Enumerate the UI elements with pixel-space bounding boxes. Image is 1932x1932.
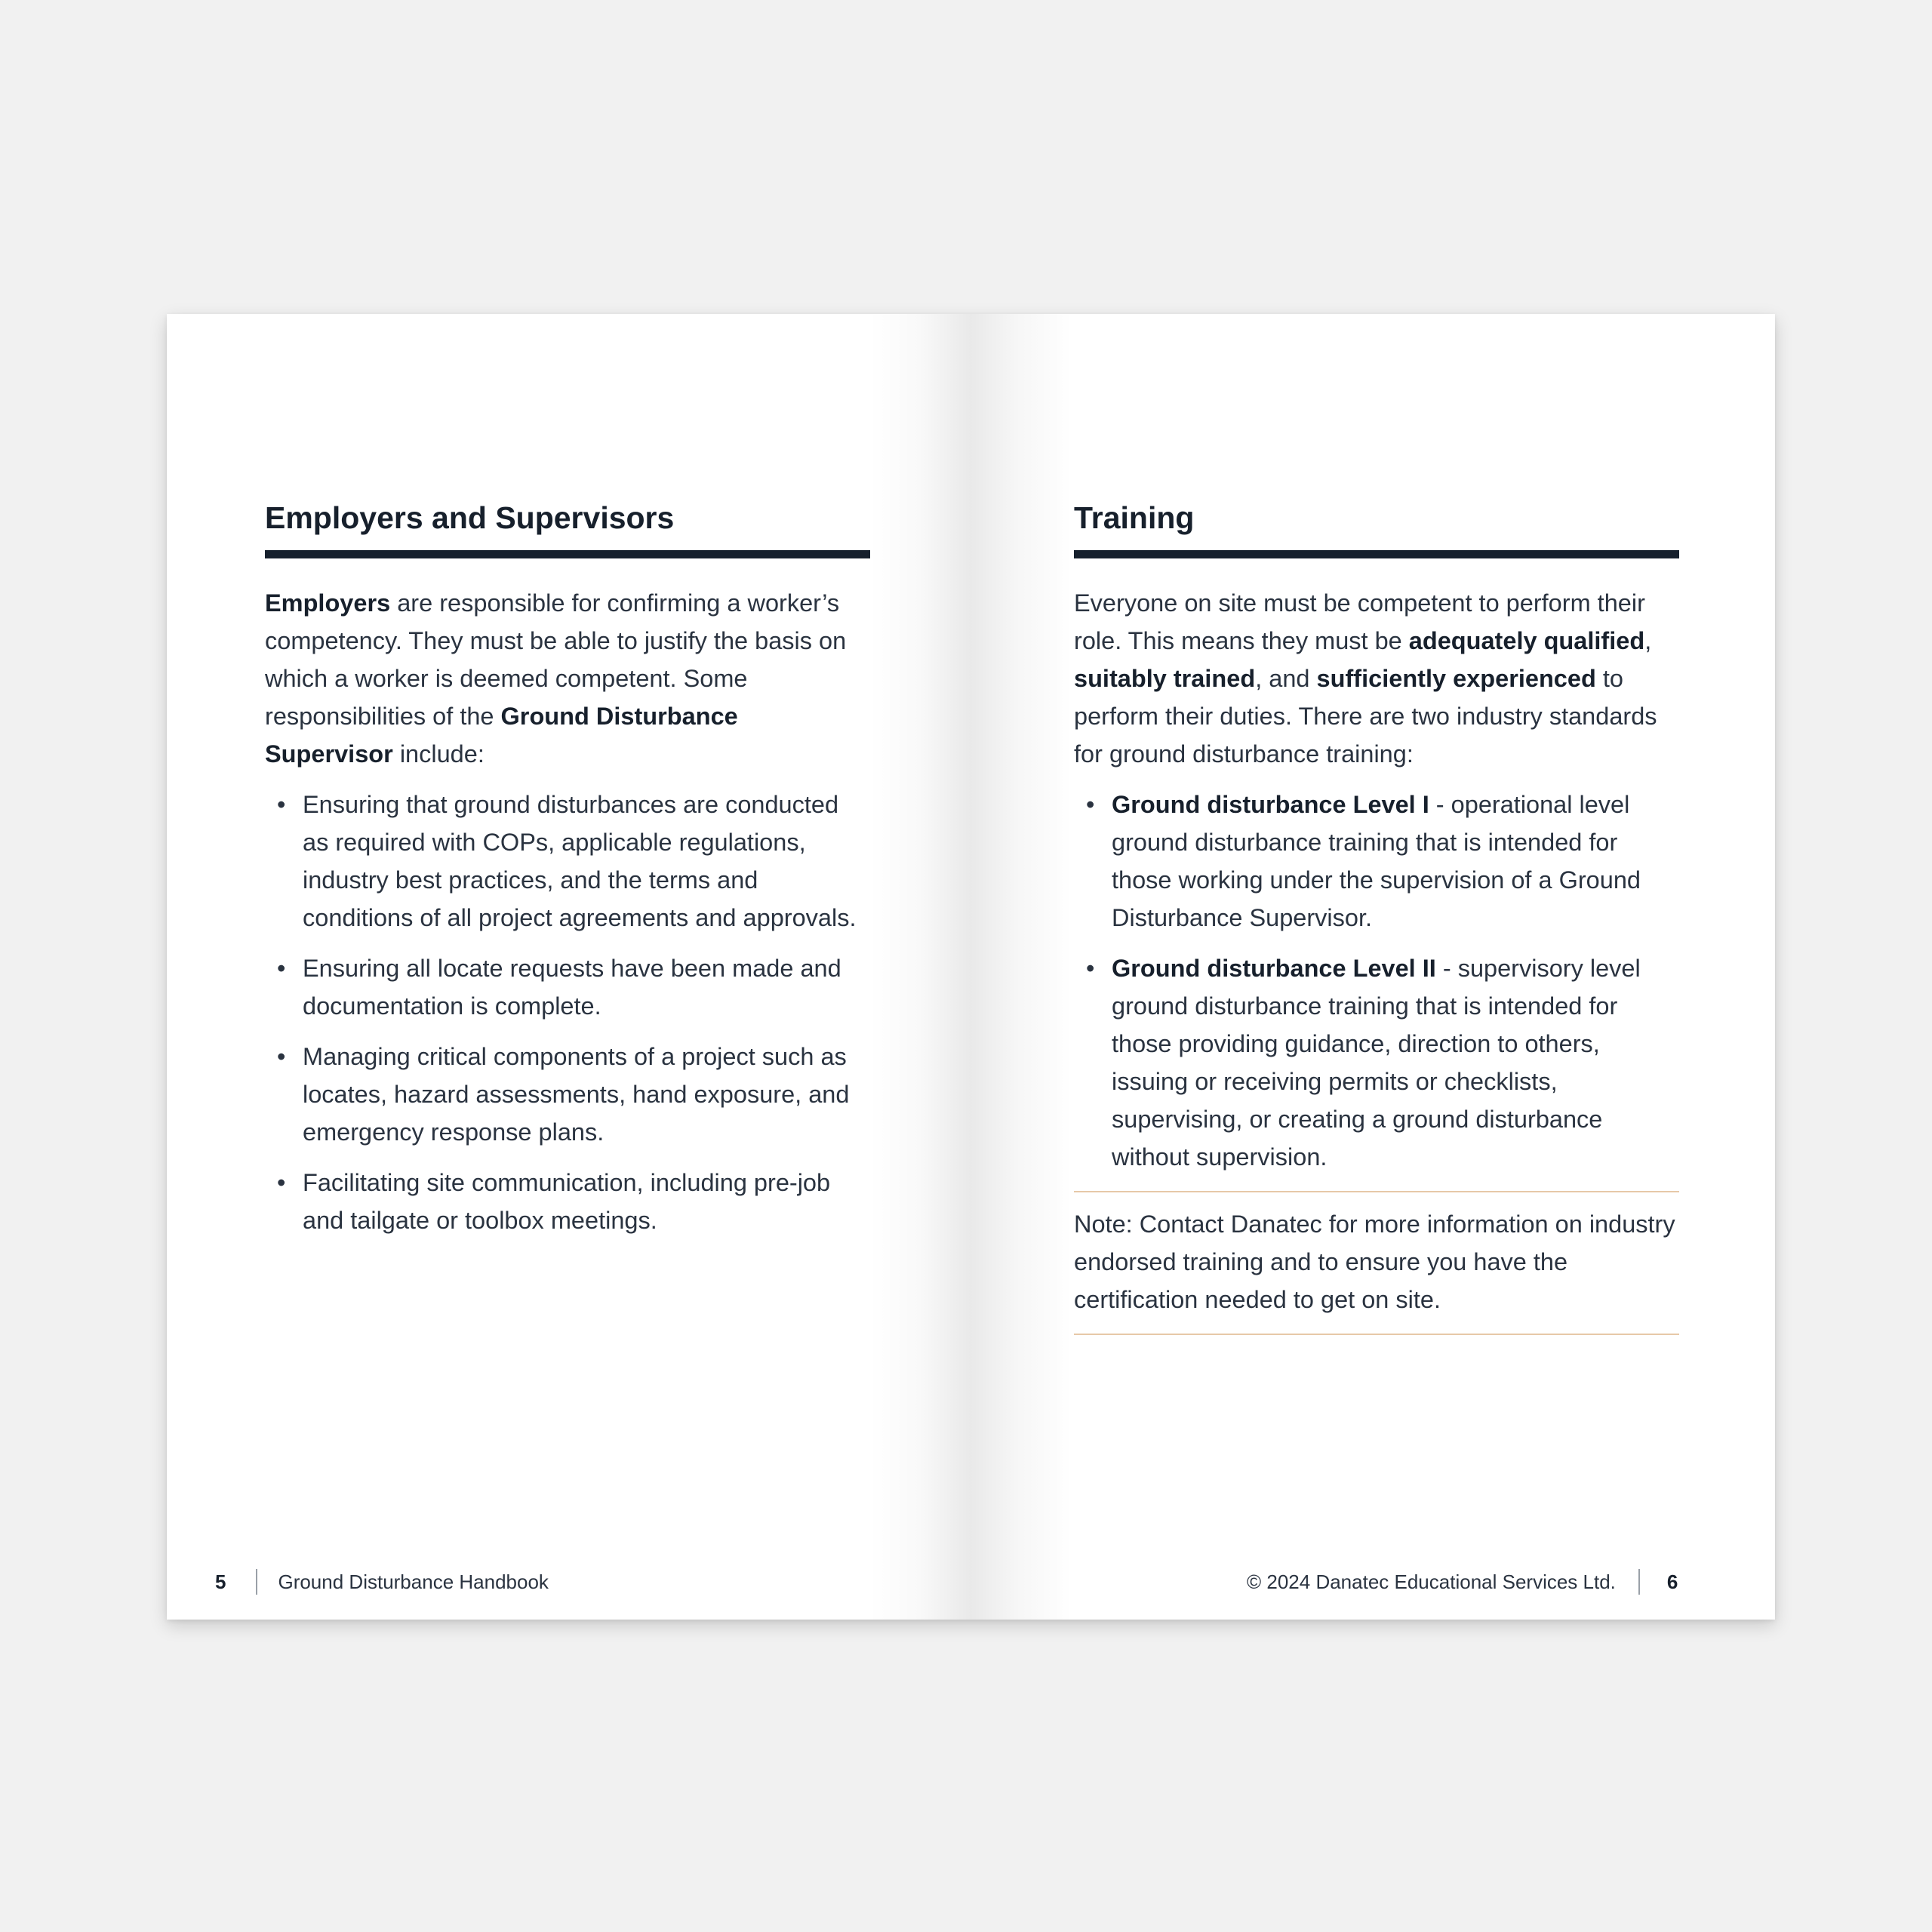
list-item: • Managing critical components of a project such as locates, hazard assessments, hand exposure, and emergency response plans. bbox=[265, 1038, 870, 1151]
right-page-body bbox=[1074, 584, 1679, 1335]
note-box: Note: Contact Danatec for more information on industry endorsed training and to ensure you have the certification needed to get on site. bbox=[1074, 1191, 1679, 1335]
employers-term: Employers bbox=[265, 589, 391, 617]
handbook-title: Ground Disturbance Handbook bbox=[278, 1570, 549, 1593]
supervisor-term: Ground Disturbance Supervisor bbox=[265, 703, 738, 768]
left-footer bbox=[215, 1567, 549, 1597]
list-item: • Ground disturbance Level I - operational level ground disturbance training that is intended for those working under the supervision of a Ground Disturbance Supervisor. bbox=[1074, 786, 1679, 937]
list-item: • Ground disturbance Level II - supervisory level ground disturbance training that is intended for those providing guidance, direction to others, issuing or receiving permits or checklists, supervising, or creating a ground disturbance without supervision. bbox=[1074, 949, 1679, 1176]
list-item: • Ensuring that ground disturbances are conducted as required with COPs, applicable regulations, industry best practices, and the terms and conditions of all project agreements and approvals. bbox=[265, 786, 870, 937]
left-heading-rule bbox=[265, 550, 870, 558]
footer-divider bbox=[256, 1569, 257, 1595]
right-page-heading: Training bbox=[1074, 500, 1195, 535]
right-heading-rule bbox=[1074, 550, 1679, 558]
right-footer bbox=[1247, 1567, 1678, 1597]
footer-divider bbox=[1638, 1569, 1640, 1595]
training-levels-list bbox=[1074, 786, 1679, 1176]
page-number-right: 6 bbox=[1666, 1570, 1678, 1593]
right-page bbox=[1074, 314, 1679, 1620]
responsibilities-list bbox=[265, 786, 870, 1239]
page-gutter-shadow bbox=[869, 314, 1072, 1620]
left-page bbox=[265, 314, 870, 1620]
left-intro-paragraph: Employers are responsible for confirming a worker’s competency. They must be able to justify the basis on which a worker is deemed competent. Some responsibilities of the Ground Disturbance Supervisor include: bbox=[265, 589, 847, 768]
left-page-body bbox=[265, 584, 870, 1252]
list-item: • Facilitating site communication, including pre-job and tailgate or toolbox meetings. bbox=[265, 1164, 870, 1239]
page-number-left: 5 bbox=[215, 1570, 226, 1593]
copyright-text: © 2024 Danatec Educational Services Ltd. bbox=[1247, 1570, 1616, 1593]
list-item: • Ensuring all locate requests have been made and documentation is complete. bbox=[265, 949, 870, 1025]
right-intro-paragraph: Everyone on site must be competent to perform their role. This means they must be adequately qualified, suitably trained, and sufficiently experienced to perform their duties. There are two industry standards for ground disturbance training: bbox=[1074, 589, 1657, 768]
left-page-heading: Employers and Supervisors bbox=[265, 500, 675, 535]
booklet-spread bbox=[167, 314, 1775, 1620]
